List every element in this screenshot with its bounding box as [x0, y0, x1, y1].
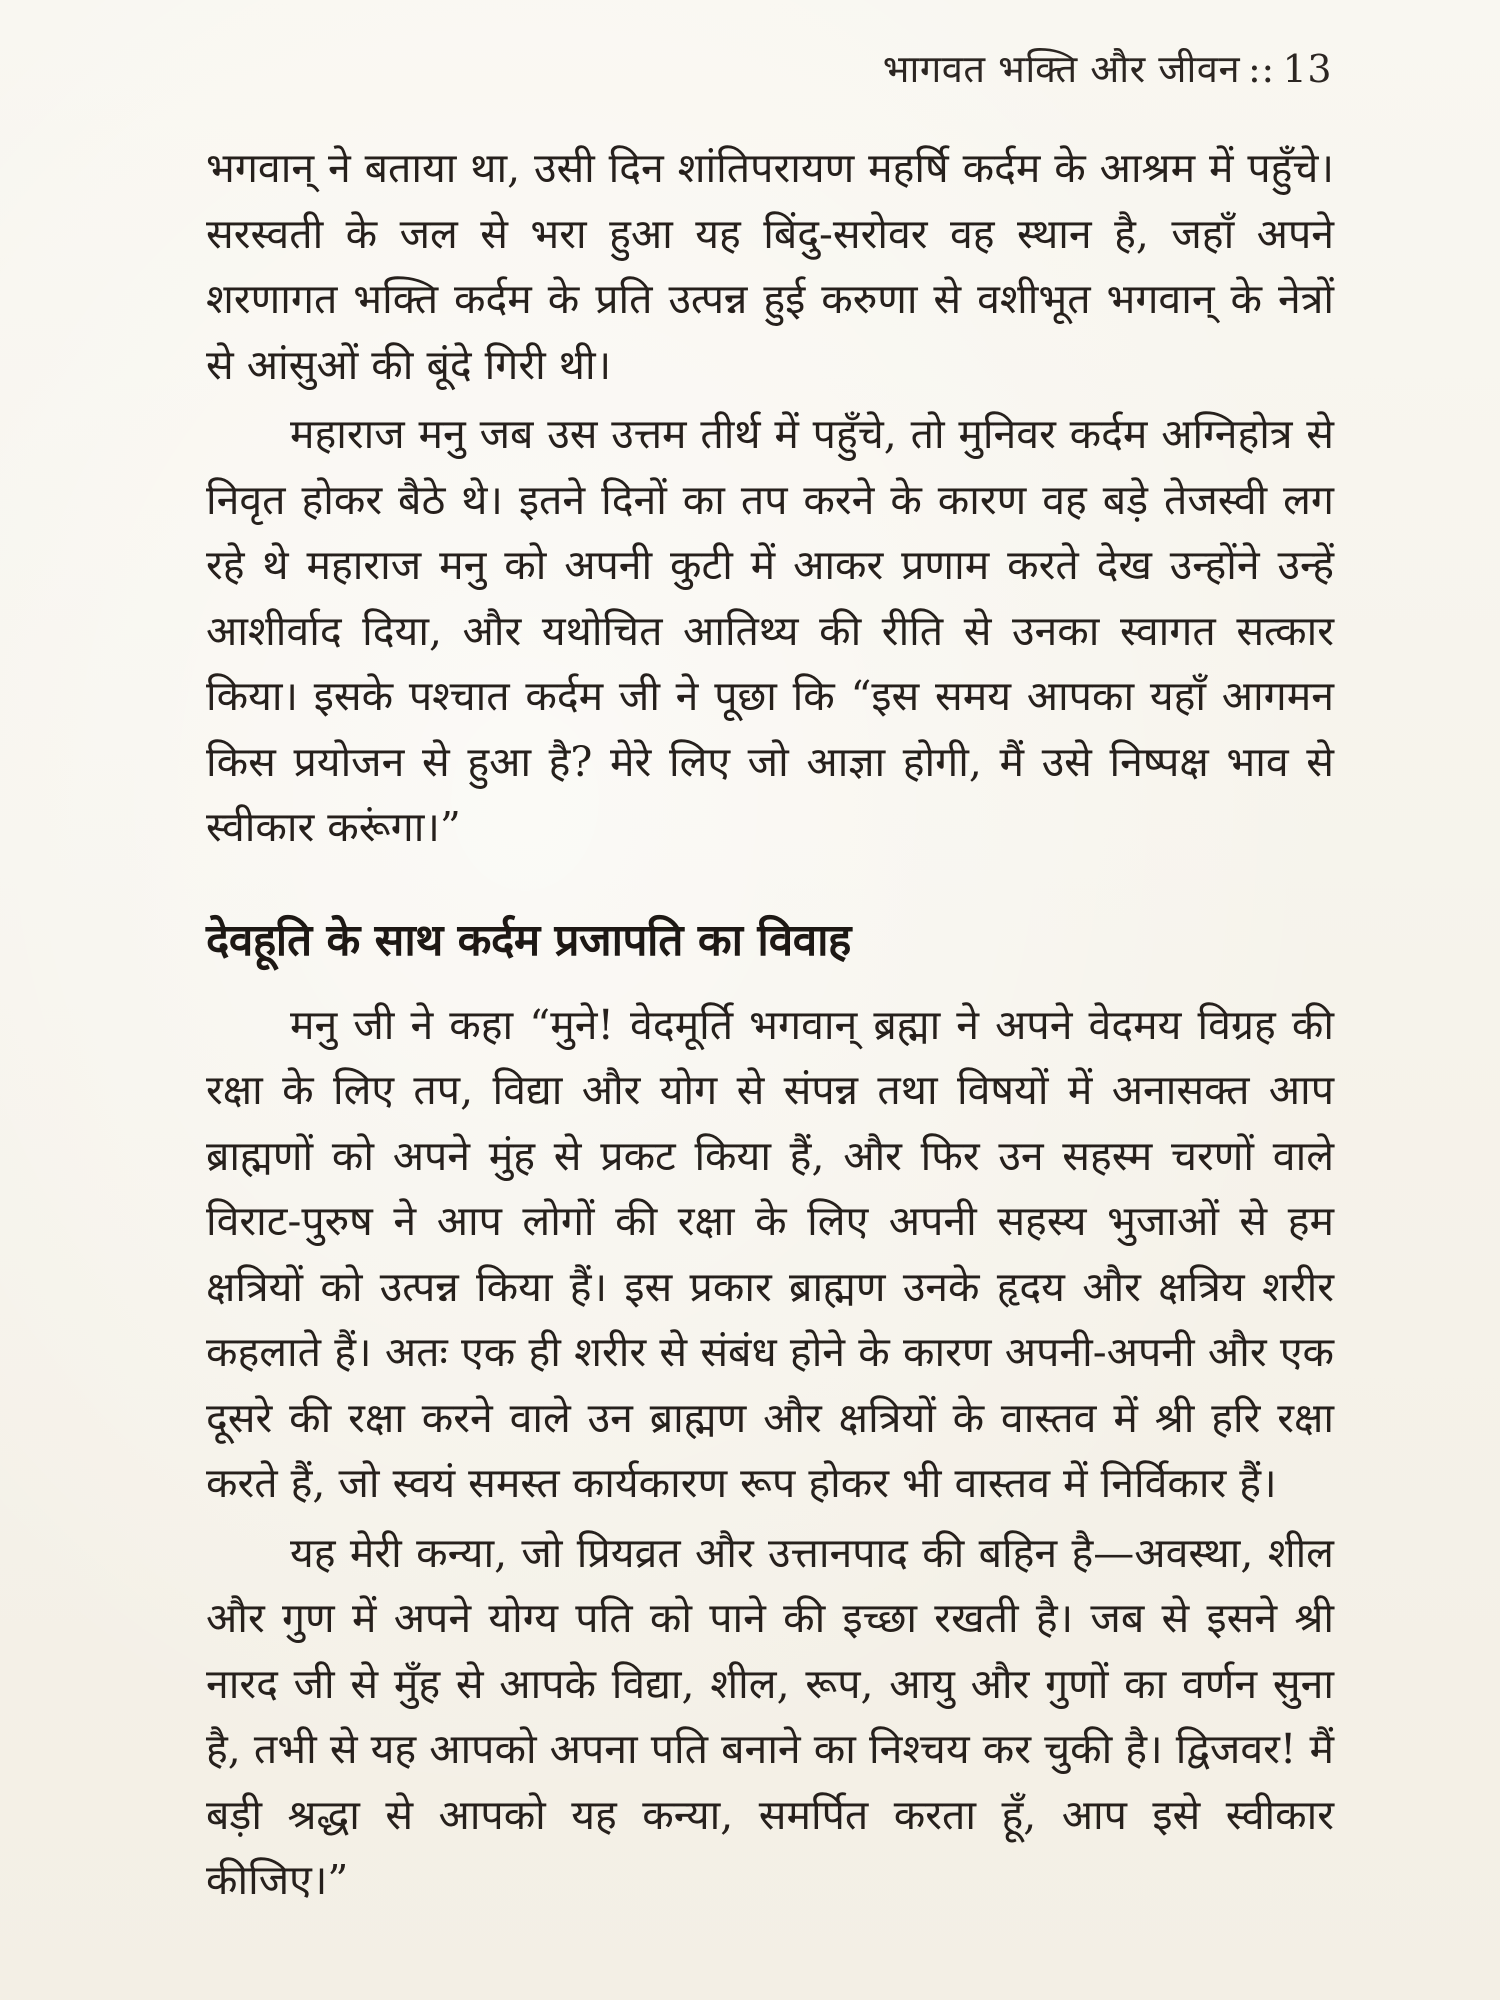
- running-title: भागवत भक्ति और जीवन: [882, 47, 1241, 91]
- running-header: [883, 42, 1332, 94]
- section-heading: देवहूति के साथ कर्दम प्रजापति का विवाह: [206, 914, 851, 966]
- header-separator: ::: [1248, 47, 1275, 91]
- paragraph: मनु जी ने कहा “मुने! वेदमूर्ति भगवान् ब्रह्मा ने अपने वेदमय विग्रह की रक्षा के लिए तप, विद्या और योग से संपन्न तथा विषयों में अनासक्त आप ब्राह्मणों को अपने मुंह से प्रकट किया हैं, और फिर उन सहस्म चरणों वाले विराट-पुरुष ने आप लोगों की रक्षा के लिए अपनी सहस्य भुजाओं से हम क्षत्रियों को उत्पन्न किया हैं। इस प्रकार ब्राह्मण उनके हृदय और क्षत्रिय शरीर कहलाते हैं। अतः एक ही शरीर से संबंध होने के कारण अपनी-अपनी और एक दूसरे की रक्षा करने वाले उन ब्राह्मण और क्षत्रियों के वास्तव में श्री हरि रक्षा करते हैं, जो स्वयं समस्त कार्यकारण रूप होकर भी वास्तव में निर्विकार हैं।: [206, 1000, 1334, 1507]
- paragraph: भगवान् ने बताया था, उसी दिन शांतिपरायण महर्षि कर्दम के आश्रम में पहुँचे। सरस्वती के जल से भरा हुआ यह बिंदु-सरोवर वह स्थान है, जहाँ अपने शरणागत भक्ति कर्दम के प्रति उत्पन्न हुई करुणा से वशीभूत भगवान् के नेत्रों से आंसुओं की बूंदे गिरी थी।: [206, 144, 1334, 389]
- page-number: 13: [1282, 47, 1332, 91]
- paragraph: यह मेरी कन्या, जो प्रियव्रत और उत्तानपाद की बहिन है—अवस्था, शील और गुण में अपने योग्य पति को पाने की इच्छा रखती है। जब से इसने श्री नारद जी से मुँह से आपके विद्या, शील, रूप, आयु और गुणों का वर्णन सुना है, तभी से यह आपको अपना पति बनाने का निश्चय कर चुकी है। द्विजवर! मैं बड़ी श्रद्धा से आपको यह कन्या, समर्पित करता हूँ, आप इसे स्वीकार कीजिए।”: [206, 1528, 1335, 1904]
- page-body: [206, 136, 1334, 1914]
- paragraph: महाराज मनु जब उस उत्तम तीर्थ में पहुँचे, तो मुनिवर कर्दम अग्निहोत्र से निवृत होकर बैठे थे। इतने दिनों का तप करने के कारण वह बड़े तेजस्वी लग रहे थे महाराज मनु को अपनी कुटी में आकर प्रणाम करते देख उन्होंने उन्हें आशीर्वाद दिया, और यथोचित आतिथ्य की रीति से उनका स्वागत सत्कार किया। इसके पश्चात कर्दम जी ने पूछा कि “इस समय आपका यहाँ आगमन किस प्रयोजन से हुआ है? मेरे लिए जो आज्ञा होगी, मैं उसे निष्पक्ष भाव से स्वीकार करूंगा।”: [206, 410, 1334, 851]
